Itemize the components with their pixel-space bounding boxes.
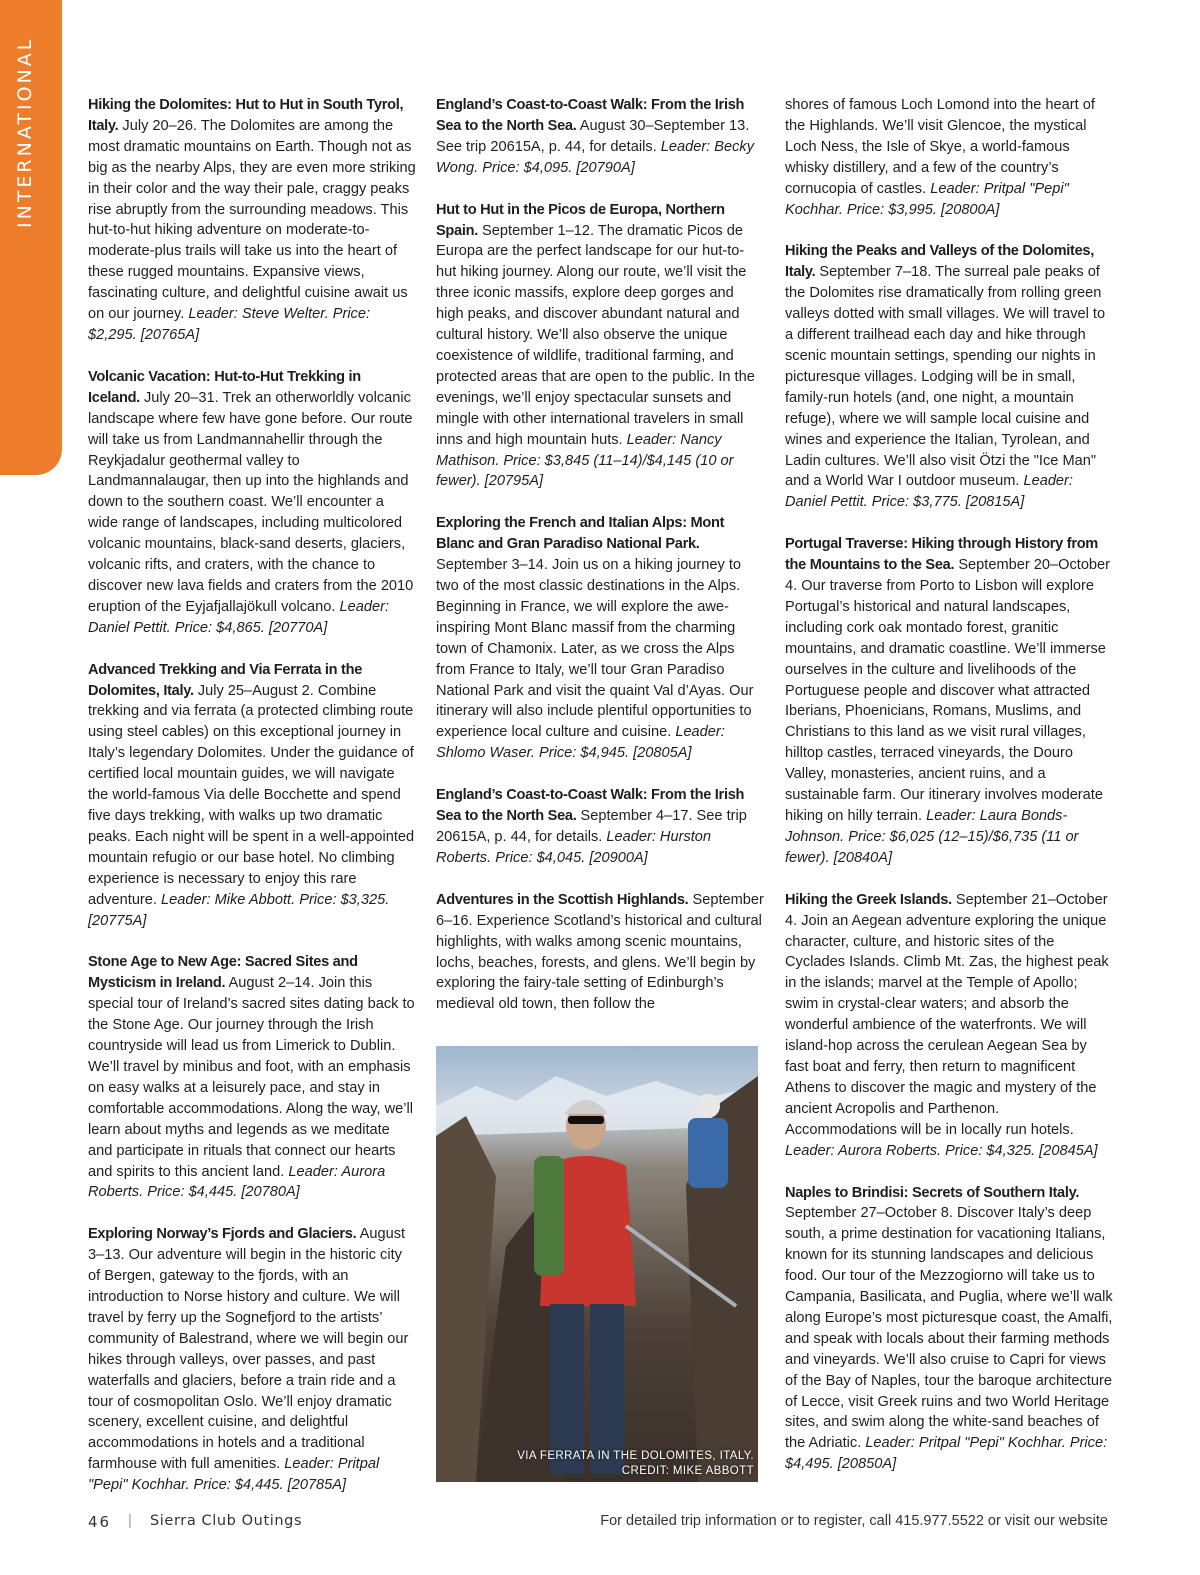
trip-description: September 4–17. See trip 20615A, p. 44, for details. — [436, 808, 747, 845]
trip-title: Stone Age to New Age: Sacred Sites and Mysticism in Ireland. — [88, 954, 358, 992]
trip-listing — [785, 241, 1113, 513]
trip-leader-price: Leader: Hurston Roberts. Price: $4,045. [20900A] — [436, 829, 712, 866]
trip-description: September 27–October 8. Discover Italy’s deep south, a prime destination for vacationing Italians, known for its stunning landscapes and delicious food. Our tour of the Mezzogiorno will take us to Campania, Basilicata, and Puglia, where we’ll walk along Europe’s most picturesque coast, the Amalfi, and speak with locals about their farming methods and vineyards. We’ll also cruise to Capri for views of the Bay of Naples, tour the baroque architecture of Lecce, visit Greek ruins and two World Heritage sites, and swim along the white-sand beaches of the Adriatic. — [785, 1205, 1113, 1452]
trip-title: Naples to Brindisi: Secrets of Southern Italy. — [785, 1184, 1080, 1201]
column-1 — [88, 95, 416, 1517]
trip-title: Hut to Hut in the Picos de Europa, Northern Spain. — [436, 201, 725, 239]
trip-description: August 30–September 13. See trip 20615A, p. 44, for details. — [436, 117, 750, 155]
trip-listing — [88, 1224, 416, 1496]
trip-description: July 25–August 2. Combine trekking and via ferrata (a protected climbing route using steel cables) on this exceptional journey in Italy’s legendary Dolomites. Under the guidance of certified local mountain guides, we will navigate the world-famous Via delle Bocchette and spend five days trekking, with walks up two dramatic peaks. Each night will be spent in a well-appointed mountain refugio or our base hotel. No climbing experience is necessary to enjoy this rare adventure. — [88, 682, 415, 908]
trip-leader-price: Leader: Mike Abbott. Price: $3,325. [20775A] — [88, 891, 390, 929]
trip-description: July 20–26. The Dolomites are among the most dramatic mountains on Earth. Though not as big as the nearby Alps, they are even more striking in their color and the way their pale, craggy peaks rise abruptly from the surrounding meadows. This hut-to-hut hiking adventure on moderate-to-moderate-plus trails will take us into the heart of these rugged mountains. Expansive views, fascinating culture, and delightful cuisine await us on our journey. — [88, 117, 416, 323]
trip-description: September 3–14. Join us on a hiking journey to two of the most classic destinations in the Alps. Beginning in France, we will explore the awe-inspiring Mont Blanc massif from the charming town of Chamonix. Later, as we cross the Alps from France to Italy, we’ll tour Gran Paradiso National Park and visit the quaint Val d’Ayas. Our itinerary will also include plentiful opportunities to experience local culture and cuisine. — [436, 557, 754, 741]
trip-title: England’s Coast-to-Coast Walk: From the Irish Sea to the North Sea. — [436, 97, 745, 134]
registration-info: For detailed trip information or to register, call 415.977.5522 or visit our website — [600, 1513, 1108, 1529]
trip-listing — [785, 890, 1113, 1162]
trip-listing — [436, 785, 764, 869]
trip-listing — [88, 95, 416, 346]
page-footer — [88, 1513, 1108, 1535]
trip-description: September 6–16. Experience Scotland’s historical and cultural highlights, with walks among scenic mountains, lochs, beaches, forests, and glens. We’ll begin by exploring the fairy-tale setting of Edinburgh’s medieval old town, then follow the — [436, 891, 764, 1013]
trip-description: September 1–12. The dramatic Picos de Europa are the perfect landscape for our hut-to-hut hiking journey. Along our route, we’ll visit the three iconic massifs, explore deep gorges and high peaks, and discover abundant natural and cultural history. We’ll also observe the unique coexistence of wildlife, traditional farming, and protected areas that are open to the public. In the evenings, we’ll enjoy spectacular sunsets and mingle with other international travelers in small inns and high mountain huts. — [436, 222, 755, 448]
page-number: 46 — [88, 1513, 112, 1531]
footer-separator: | — [128, 1513, 132, 1529]
trip-leader-price: Leader: Becky Wong. Price: $4,095. [20790A] — [436, 138, 755, 176]
column-2 — [436, 95, 764, 1036]
section-tab — [0, 0, 62, 475]
caption-credit: CREDIT: MIKE ABBOTT — [621, 1465, 754, 1477]
trip-leader-price: Leader: Aurora Roberts. Price: $4,325. [20845A] — [785, 1142, 1098, 1159]
trip-description: shores of famous Loch Lomond into the heart of the Highlands. We’ll visit Glencoe, the mystical Loch Ness, the Isle of Skye, a world-famous whisky distillery, and a few of the country’s cornucopia of castles. — [785, 97, 1095, 197]
trip-listing — [88, 367, 416, 639]
trip-title: England’s Coast-to-Coast Walk: From the Irish Sea to the North Sea. — [436, 787, 745, 825]
trip-listing — [436, 200, 764, 493]
trip-listing — [785, 534, 1113, 869]
trip-title: Volcanic Vacation: Hut-to-Hut Trekking in Iceland. — [88, 368, 361, 406]
trip-leader-price: Leader: Steve Welter. Price: $2,295. [20765A] — [88, 306, 371, 343]
trip-title: Portugal Traverse: Hiking through History from the Mountains to the Sea. — [785, 536, 1098, 574]
trip-title: Hiking the Dolomites: Hut to Hut in South Tyrol, Italy. — [88, 97, 404, 134]
trip-listing — [88, 952, 416, 1203]
trip-title: Hiking the Peaks and Valleys of the Dolomites, Italy. — [785, 243, 1094, 281]
trip-title: Hiking the Greek Islands. — [785, 891, 952, 908]
caption-title: VIA FERRATA IN THE DOLOMITES, ITALY. — [517, 1450, 754, 1462]
trip-listing — [785, 1183, 1113, 1476]
trip-leader-price: Leader: Daniel Pettit. Price: $3,775. [20815A] — [785, 473, 1073, 511]
trip-leader-price: Leader: Pritpal "Pepi" Kochhar. Price: $4,495. [20850A] — [785, 1435, 1108, 1473]
trip-description: September 20–October 4. Our traverse from Porto to Lisbon will explore Portugal’s historical and natural landscapes, including cork oak montado forest, granitic mountains, and dramatic coastline. We’ll immerse ourselves in the culture and livelihoods of the Portuguese people and discover what attracted Iberians, Phoenicians, Romans, Muslims, and Christians to this land as we visit rural villages, hilltop castles, terraced vineyards, the Douro Valley, monasteries, ancient ruins, and a sustainable farm. Our itinerary involves moderate hiking on hilly terrain. — [785, 557, 1111, 824]
trip-listing — [436, 95, 764, 179]
trip-leader-price: Leader: Laura Bonds-Johnson. Price: $6,025 (12–15)/$6,735 (11 or fewer). [20840A] — [785, 808, 1079, 866]
trip-leader-price: Leader: Nancy Mathison. Price: $3,845 (11–14)/$4,145 (10 or fewer). [20795A] — [436, 431, 734, 490]
trip-leader-price: Leader: Shlomo Waser. Price: $4,945. [20805A] — [436, 724, 725, 762]
trip-leader-price: Leader: Aurora Roberts. Price: $4,445. [20780A] — [88, 1163, 386, 1201]
trip-photo — [436, 1046, 758, 1482]
trip-leader-price: Leader: Daniel Pettit. Price: $4,865. [20770A] — [88, 598, 389, 636]
column-3 — [785, 95, 1113, 1496]
trip-description: August 3–13. Our adventure will begin in the historic city of Bergen, gateway to the fjords, with an introduction to Norse history and culture. We will travel by ferry up the Sognefjord to the artists’ community of Balestrand, where we will begin our hikes through valleys, over passes, and past waterfalls and glaciers, before a train ride and a tour of cosmopolitan Oslo. We’ll enjoy dramatic scenery, excellent cuisine, and delightful accommodations in hotels and a traditional farmhouse with full amenities. — [88, 1226, 409, 1473]
trip-title: Adventures in the Scottish Highlands. — [436, 891, 689, 908]
trip-description: August 2–14. Join this special tour of Ireland’s sacred sites dating back to the Stone Age. Our journey through the Irish countryside will lead us from Limerick to Dublin. We’ll travel by minibus and foot, with an emphasis on easy walks at a leisurely pace, and stay in comfortable accommodations. Along the way, we’ll learn about myths and legends as we meditate and participate in rituals that connect our hearts and spirits to this ancient land. — [88, 975, 415, 1180]
trip-listing — [436, 890, 764, 1015]
trip-leader-price: Leader: Pritpal "Pepi" Kochhar. Price: $4,445. [20785A] — [88, 1456, 380, 1494]
trip-title: Exploring the French and Italian Alps: Mont Blanc and Gran Paradiso National Park. — [436, 515, 725, 553]
trip-listing — [88, 660, 416, 932]
photo-illustration — [436, 1046, 758, 1482]
trip-title: Advanced Trekking and Via Ferrata in the Dolomites, Italy. — [88, 661, 363, 699]
trip-listing — [436, 513, 764, 764]
trip-description: July 20–31. Trek an otherworldly volcanic landscape where few have gone before. Our route will take us from Landmannahellir through the Reykjadalur geothermal valley to Landmannalaugar, then up into the highlands and down to the southern coast. We’ll encounter a wide range of landscapes, including multicolored volcanic mountains, black-sand deserts, glaciers, volcanic rifts, and craters, with the chance to discover new lava fields and craters from the 2010 eruption of the Eyjafjallajökull volcano. — [88, 389, 414, 615]
publication-name: Sierra Club Outings — [150, 1513, 303, 1529]
trip-title: Exploring Norway’s Fjords and Glaciers. — [88, 1226, 357, 1243]
trip-listing — [785, 95, 1113, 220]
section-label: INTERNATIONAL — [14, 36, 36, 228]
trip-description: September 21–October 4. Join an Aegean adventure exploring the unique character, culture, and historic sites of the Cyclades Islands. Climb Mt. Zas, the highest peak in the islands; marvel at the Temple of Apollo; swim in crystal-clear waters; and absorb the wonderful ambience of the waterfronts. We will island-hop across the cerulean Aegean Sea by fast boat and ferry, then return to magnificent Athens to discover the magic and mystery of the ancient Acropolis and Parthenon. Accommodations will be in locally run hotels. — [785, 891, 1109, 1138]
photo-caption — [517, 1449, 754, 1479]
trip-leader-price: Leader: Pritpal "Pepi" Kochhar. Price: $3,995. [20800A] — [785, 180, 1069, 218]
trip-description: September 7–18. The surreal pale peaks of the Dolomites rise dramatically from rolling green valleys dotted with small villages. We will travel to a different trailhead each day and hike through scenic mountain settings, spending our nights in picturesque villages. Lodging will be in small, family-run hotels (and, one night, a mountain refuge), where we will sample local cuisine and wines and experience the Italian, Tyrolean, and Ladin cultures. We’ll also visit Ötzi the "Ice Man" and a World War I outdoor museum. — [785, 264, 1106, 490]
